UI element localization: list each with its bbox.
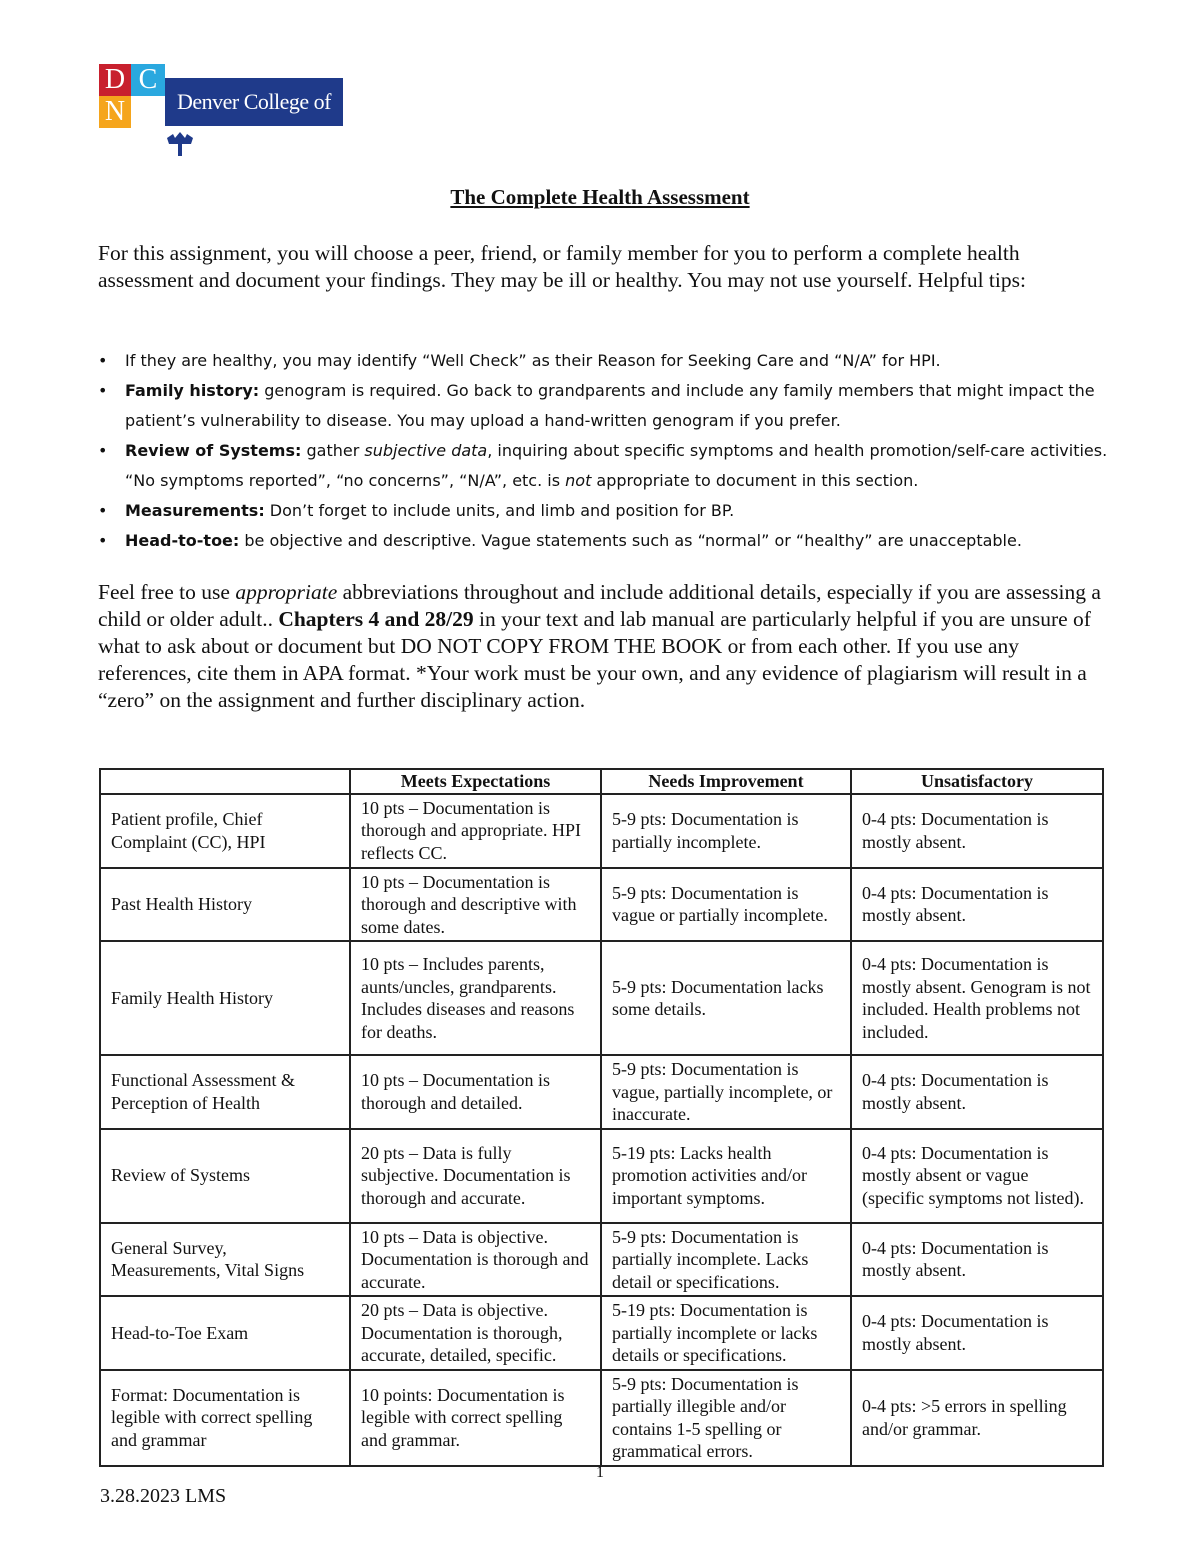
header-meets: Meets Expectations xyxy=(350,769,601,794)
needs-cell: 5-9 pts: Documentation is vague or partially incomplete. xyxy=(601,868,851,942)
table-row xyxy=(100,1129,1103,1223)
table-header-row xyxy=(100,769,1103,794)
criterion-cell: Patient profile, Chief Complaint (CC), HPI xyxy=(100,794,350,868)
table-row xyxy=(100,1223,1103,1297)
needs-cell: 5-9 pts: Documentation is partially illegible and/or contains 1-5 spelling or grammatical errors. xyxy=(601,1370,851,1466)
table-row xyxy=(100,1370,1103,1466)
logo-mountain-icon xyxy=(165,130,195,158)
table-row xyxy=(100,1055,1103,1129)
table-row xyxy=(100,941,1103,1055)
list-item xyxy=(98,436,1108,496)
criterion-cell: Functional Assessment & Perception of Health xyxy=(100,1055,350,1129)
tip-emphasis: subjective data xyxy=(364,441,488,460)
list-item xyxy=(98,526,1108,556)
unsat-cell: 0-4 pts: Documentation is mostly absent. Genogram is not included. Health problems not included. xyxy=(851,941,1103,1055)
unsat-cell: 0-4 pts: Documentation is mostly absent or vague (specific symptoms not listed). xyxy=(851,1129,1103,1223)
grading-rubric-table xyxy=(99,768,1104,1467)
unsat-cell: 0-4 pts: Documentation is mostly absent. xyxy=(851,794,1103,868)
unsat-cell: 0-4 pts: Documentation is mostly absent. xyxy=(851,1055,1103,1129)
criterion-cell: Review of Systems xyxy=(100,1129,350,1223)
tip-text: , inquiring about specific symptoms and health promotion/self-care activities. “No symptoms reported”, “no concerns”, “N/A”, etc. is xyxy=(125,441,1108,490)
needs-cell: 5-9 pts: Documentation is partially incomplete. Lacks detail or specifications. xyxy=(601,1223,851,1297)
paragraph-bold: Chapters 4 and 28/29 xyxy=(278,607,474,631)
header-needs: Needs Improvement xyxy=(601,769,851,794)
page-title: The Complete Health Assessment xyxy=(450,185,750,209)
college-logo xyxy=(99,64,343,162)
meets-cell: 10 pts – Data is objective. Documentation is thorough and accurate. xyxy=(350,1223,601,1297)
header-unsat: Unsatisfactory xyxy=(851,769,1103,794)
table-row xyxy=(100,1296,1103,1370)
criterion-cell: Format: Documentation is legible with correct spelling and grammar xyxy=(100,1370,350,1466)
criterion-cell: Head-to-Toe Exam xyxy=(100,1296,350,1370)
meets-cell: 20 pts – Data is fully subjective. Documentation is thorough and accurate. xyxy=(350,1129,601,1223)
tip-text: appropriate to document in this section. xyxy=(591,471,919,490)
tips-list xyxy=(98,346,1108,556)
list-item xyxy=(98,376,1108,436)
page-number: 1 xyxy=(596,1464,604,1481)
paragraph-text: abbreviations throughout and include additional details, especially if you are assessing a child or older adult.. xyxy=(98,580,1101,631)
needs-cell: 5-19 pts: Documentation is partially incomplete or lacks details or specifications. xyxy=(601,1296,851,1370)
meets-cell: 10 points: Documentation is legible with correct spelling and grammar. xyxy=(350,1370,601,1466)
list-item xyxy=(98,346,1108,376)
paragraph-text: in your text and lab manual are particularly helpful if you are unsure of what to ask about or document but DO NOT COPY FROM THE BOOK or from each other. If you use any references, cite them in APA format. *Your work must be your own, and any evidence of plagiarism will result in a “zero” on the assignment and further disciplinary action. xyxy=(98,607,1091,712)
criterion-cell: Past Health History xyxy=(100,868,350,942)
bullet-icon: • xyxy=(98,441,108,460)
footer-date: 3.28.2023 LMS xyxy=(100,1485,227,1507)
table-row xyxy=(100,868,1103,942)
logo-emblem xyxy=(131,96,165,128)
tip-text: Don’t forget to include units, and limb and position for BP. xyxy=(264,501,735,520)
criterion-cell: Family Health History xyxy=(100,941,350,1055)
meets-cell: 10 pts – Includes parents, aunts/uncles, grandparents. Includes diseases and reasons for deaths. xyxy=(350,941,601,1055)
header-criterion xyxy=(100,769,350,794)
logo-letter-n: N xyxy=(99,96,131,128)
criterion-cell: General Survey, Measurements, Vital Signs xyxy=(100,1223,350,1297)
unsat-cell: 0-4 pts: Documentation is mostly absent. xyxy=(851,1296,1103,1370)
tip-text: be objective and descriptive. Vague statements such as “normal” or “healthy” are unacceptable. xyxy=(239,531,1022,550)
paragraph-emphasis: appropriate xyxy=(235,580,338,604)
needs-cell: 5-9 pts: Documentation is vague, partially incomplete, or inaccurate. xyxy=(601,1055,851,1129)
meets-cell: 10 pts – Documentation is thorough and appropriate. HPI reflects CC. xyxy=(350,794,601,868)
tip-text: genogram is required. Go back to grandparents and include any family members that might impact the patient’s vulnerability to disease. You may upload a hand-written genogram if you prefer. xyxy=(125,381,1095,430)
tip-text: If they are healthy, you may identify “Well Check” as their Reason for Seeking Care and “N/A” for HPI. xyxy=(125,351,941,370)
unsat-cell: 0-4 pts: >5 errors in spelling and/or grammar. xyxy=(851,1370,1103,1466)
bullet-icon: • xyxy=(98,351,108,370)
unsat-cell: 0-4 pts: Documentation is mostly absent. xyxy=(851,1223,1103,1297)
logo-college-name: Denver College of Nursing xyxy=(165,78,343,126)
list-item xyxy=(98,496,1108,526)
paragraph-text: Feel free to use xyxy=(98,580,236,604)
intro-paragraph: For this assignment, you will choose a peer, friend, or family member for you to perform a complete health assessment and document your findings. They may be ill or healthy. You may not use yourself. Helpful tips: xyxy=(98,241,1026,292)
instructions-paragraph xyxy=(98,579,1108,714)
logo-letter-c: C xyxy=(131,64,165,96)
bullet-icon: • xyxy=(98,531,108,550)
unsat-cell: 0-4 pts: Documentation is mostly absent. xyxy=(851,868,1103,942)
tip-text: gather xyxy=(301,441,365,460)
needs-cell: 5-19 pts: Lacks health promotion activities and/or important symptoms. xyxy=(601,1129,851,1223)
needs-cell: 5-9 pts: Documentation is partially incomplete. xyxy=(601,794,851,868)
table-row xyxy=(100,794,1103,868)
tip-emphasis: not xyxy=(565,471,592,490)
tip-lead: Review of Systems: xyxy=(125,441,302,460)
needs-cell: 5-9 pts: Documentation lacks some details. xyxy=(601,941,851,1055)
meets-cell: 10 pts – Documentation is thorough and detailed. xyxy=(350,1055,601,1129)
bullet-icon: • xyxy=(98,501,108,520)
logo-letter-d: D xyxy=(99,64,131,96)
bullet-icon: • xyxy=(98,381,108,400)
tip-lead: Family history: xyxy=(125,381,260,400)
meets-cell: 20 pts – Data is objective. Documentation is thorough, accurate, detailed, specific. xyxy=(350,1296,601,1370)
meets-cell: 10 pts – Documentation is thorough and descriptive with some dates. xyxy=(350,868,601,942)
tip-lead: Head-to-toe: xyxy=(125,531,240,550)
tip-lead: Measurements: xyxy=(125,501,265,520)
